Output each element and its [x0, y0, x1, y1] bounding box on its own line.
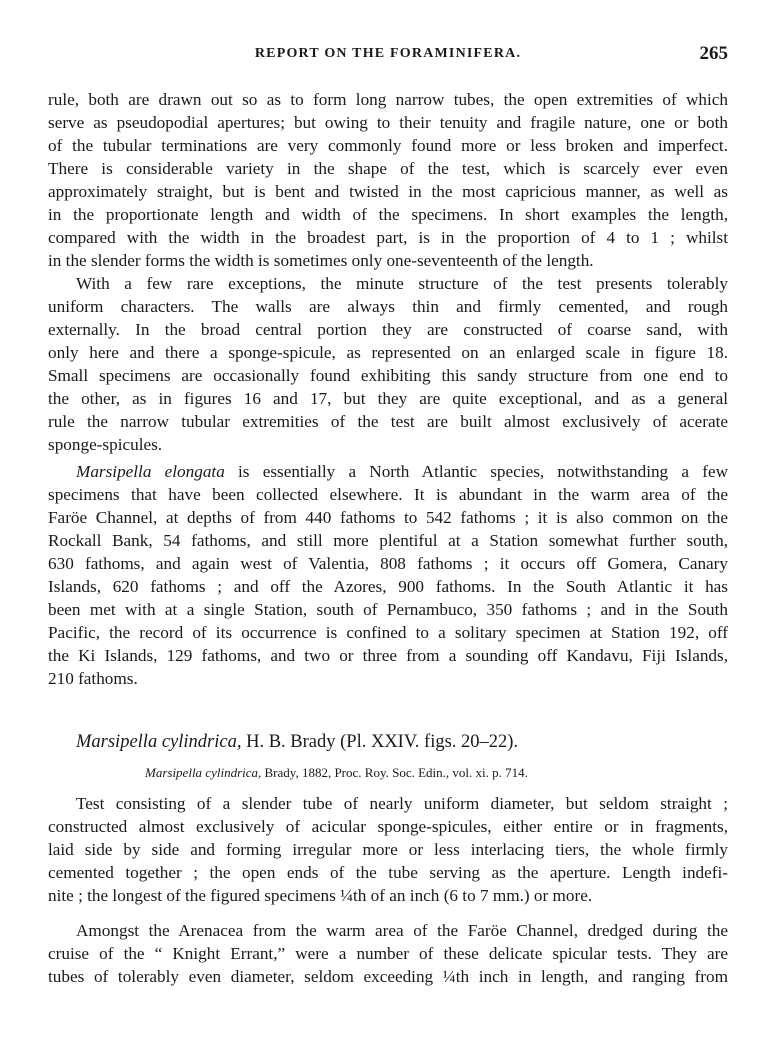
species-heading-authority: H. B. Brady (Pl. XXIV. figs. 20–22). — [241, 732, 519, 752]
text-line: 630 fathoms, and again west of Valentia, 808 fathoms ; it occurs off Gomera, Canary — [48, 554, 728, 573]
text-line: uniform characters. The walls are always thin and firmly cemented, and rough — [48, 297, 728, 316]
text-line: cruise of the “ Knight Errant,” were a number of these delicate spicular tests. They are — [48, 944, 728, 963]
text-line: been met with at a single Station, south of Pernambuco, 350 fathoms ; and in the South — [48, 600, 728, 619]
synonymy-name: Marsipella cylindrica, — [145, 765, 262, 780]
page-number: 265 — [699, 43, 728, 64]
text-line: 210 fathoms. — [48, 669, 138, 688]
species-name: Marsipella elongata — [76, 462, 225, 481]
text-span: is essentially a North Atlantic species, notwithstanding a few — [224, 462, 728, 481]
text-line: specimens that have been collected elsewhere. It is abundant in the warm area of the — [48, 485, 728, 504]
synonymy-line — [145, 762, 528, 784]
running-head — [48, 43, 728, 70]
species-heading — [76, 731, 518, 753]
text-line: laid side by side and forming irregular more or less interlacing tiers, the whole firmly — [48, 840, 728, 859]
text-line: compared with the width in the broadest part, is in the proportion of 4 to 1 ; whilst — [48, 228, 728, 247]
text-line: in the slender forms the width is sometimes only one-seventeenth of the length. — [48, 251, 594, 270]
text-line: of the tubular terminations are very commonly found more or less broken and imperfect. — [48, 136, 728, 155]
text-line: sponge-spicules. — [48, 435, 163, 454]
text-line: Test consisting of a slender tube of nearly uniform diameter, but seldom straight ; — [76, 794, 728, 813]
text-line: cemented together ; the open ends of the tube serving as the aperture. Length indefi- — [48, 863, 728, 882]
text-line: With a few rare exceptions, the minute structure of the test presents tolerably — [76, 274, 728, 293]
text-line: Faröe Channel, at depths of from 440 fathoms to 542 fathoms ; it is also common on the — [48, 508, 728, 527]
text-line: the other, as in figures 16 and 17, but they are quite exceptional, and as a general — [48, 389, 728, 408]
text-line — [76, 461, 728, 483]
text-line: Islands, 620 fathoms ; and off the Azores, 900 fathoms. In the South Atlantic it has — [48, 577, 728, 596]
text-line: nite ; the longest of the figured specimens ¼th of an inch (6 to 7 mm.) or more. — [48, 886, 593, 905]
text-line: serve as pseudopodial apertures; but owing to their tenuity and fragile nature, one or both — [48, 113, 728, 132]
text-line: Rockall Bank, 54 fathoms, and still more plentiful at a Station somewhat further south, — [48, 531, 728, 550]
text-line: only here and there a sponge-spicule, as represented on an enlarged scale in figure 18. — [48, 343, 728, 362]
synonymy-reference: Brady, 1882, Proc. Roy. Soc. Edin., vol. xi. p. 714. — [261, 765, 528, 780]
text-line: the Ki Islands, 129 fathoms, and two or three from a sounding off Kandavu, Fiji Islands, — [48, 646, 728, 665]
text-line: Pacific, the record of its occurrence is confined to a solitary specimen at Station 192, off — [48, 623, 728, 642]
text-line: in the proportionate length and width of the specimens. In short examples the length, — [48, 205, 728, 224]
text-line: rule the narrow tubular extremities of the test are built almost exclusively of acerate — [48, 412, 728, 431]
text-line: There is considerable variety in the shape of the test, which is scarcely ever even — [48, 159, 728, 178]
running-title: REPORT ON THE FORAMINIFERA. — [254, 46, 522, 61]
text-line: constructed almost exclusively of acicular sponge-spicules, either entire or in fragments, — [48, 817, 728, 836]
text-line: tubes of tolerably even diameter, seldom exceeding ¼th inch in length, and ranging from — [48, 967, 728, 986]
text-line: externally. In the broad central portion they are constructed of coarse sand, with — [48, 320, 728, 339]
text-line: approximately straight, but is bent and twisted in the most capricious manner, as well as — [48, 182, 728, 201]
text-line: rule, both are drawn out so as to form long narrow tubes, the open extremities of which — [48, 90, 728, 109]
species-heading-name: Marsipella cylindrica, — [76, 732, 242, 752]
text-line: Small specimens are occasionally found exhibiting this sandy structure from one end to — [48, 366, 728, 385]
text-line: Amongst the Arenacea from the warm area of the Faröe Channel, dredged during the — [76, 921, 728, 940]
